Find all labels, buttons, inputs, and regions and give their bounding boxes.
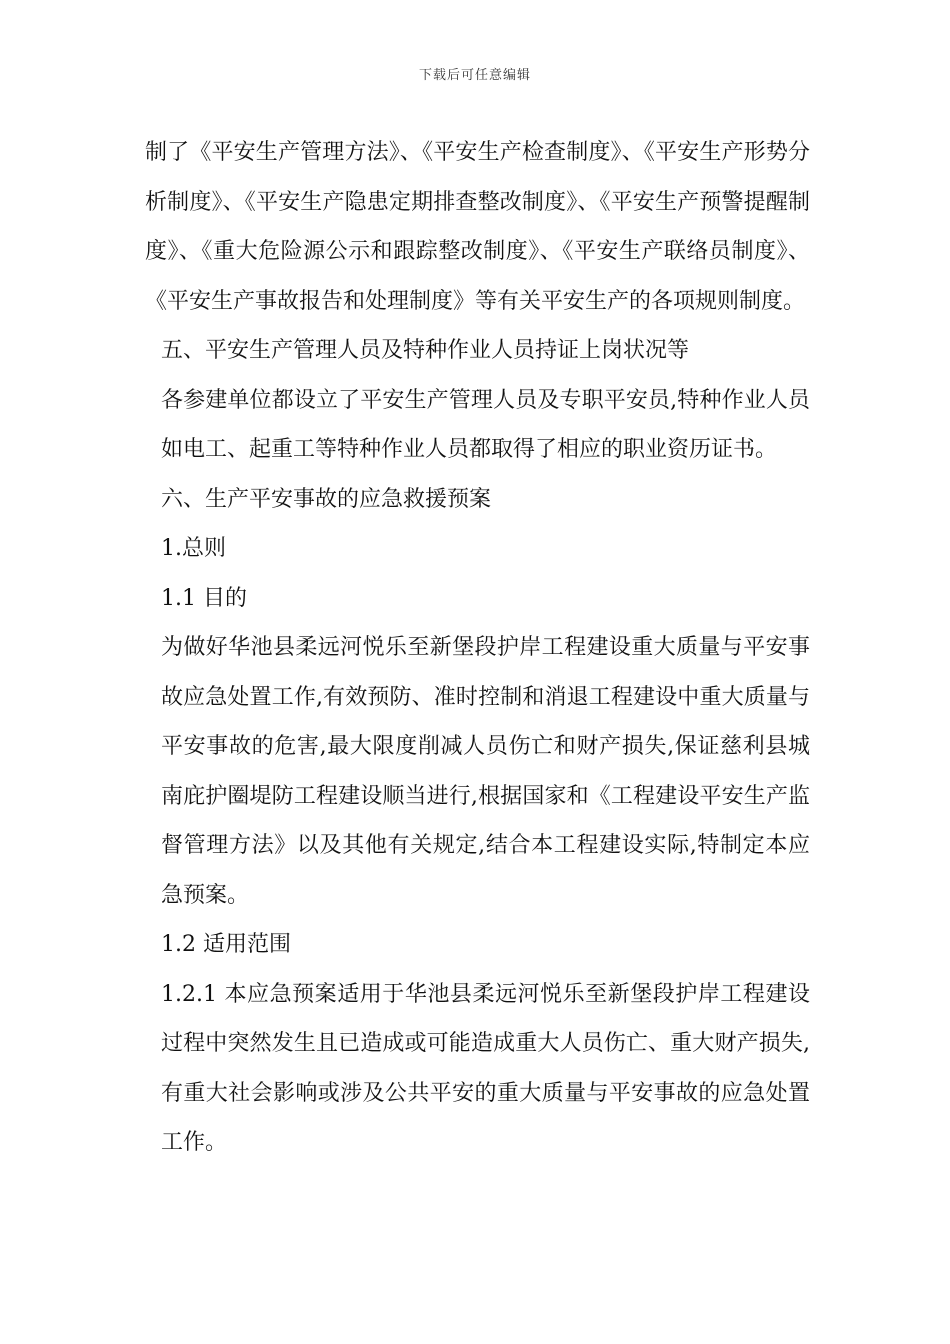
paragraph-scope: 1.2.1 本应急预案适用于华池县柔远河悦乐至新堡段护岸工程建设过程中突然发生且已造成或可能造成重大人员伤亡、重大财产损失,有重大社会影响或涉及公共平安的重大质量与平安事故的应急处置工作。 [161,981,810,1155]
paragraph-purpose: 为做好华池县柔远河悦乐至新堡段护岸工程建设重大质量与平安事故应急处置工作,有效预防、准时控制和消退工程建设中重大质量与平安事故的危害,最大限度削减人员伤亡和财产损失,保证慈利县城南庇护圈堤防工程建设顺当进行,根据国家和《工程建设平安生产监督管理方法》以及其他有关规定,结合本工程建设实际,特制定本应急预案。 [161,635,810,908]
heading-general-principles: 1.总则 [161,536,226,561]
heading-section-5: 五、平安生产管理人员及特种作业人员持证上岗状况等 [161,338,690,363]
paragraph-regulations: 制了《平安生产管理方法》、《平安生产检查制度》、《平安生产形势分析制度》、《平安生产隐患定期排查整改制度》、《平安生产预警提醒制度》、《重大危险源公示和跟踪整改制度》、《平安生产联络员制度》、《平安生产事故报告和处理制度》等有关平安生产的各项规则制度。 [145,140,810,314]
heading-purpose: 1.1 目的 [161,585,247,611]
paragraph-personnel: 各参建单位都设立了平安生产管理人员及专职平安员,特种作业人员如电工、起重工等特种作业人员都取得了相应的职业资历证书。 [161,387,810,462]
heading-scope: 1.2 适用范围 [161,932,291,957]
document-body [145,128,810,1168]
heading-section-6: 六、生产平安事故的应急救援预案 [161,486,492,512]
page-header: 下载后可任意编辑 [418,68,531,83]
